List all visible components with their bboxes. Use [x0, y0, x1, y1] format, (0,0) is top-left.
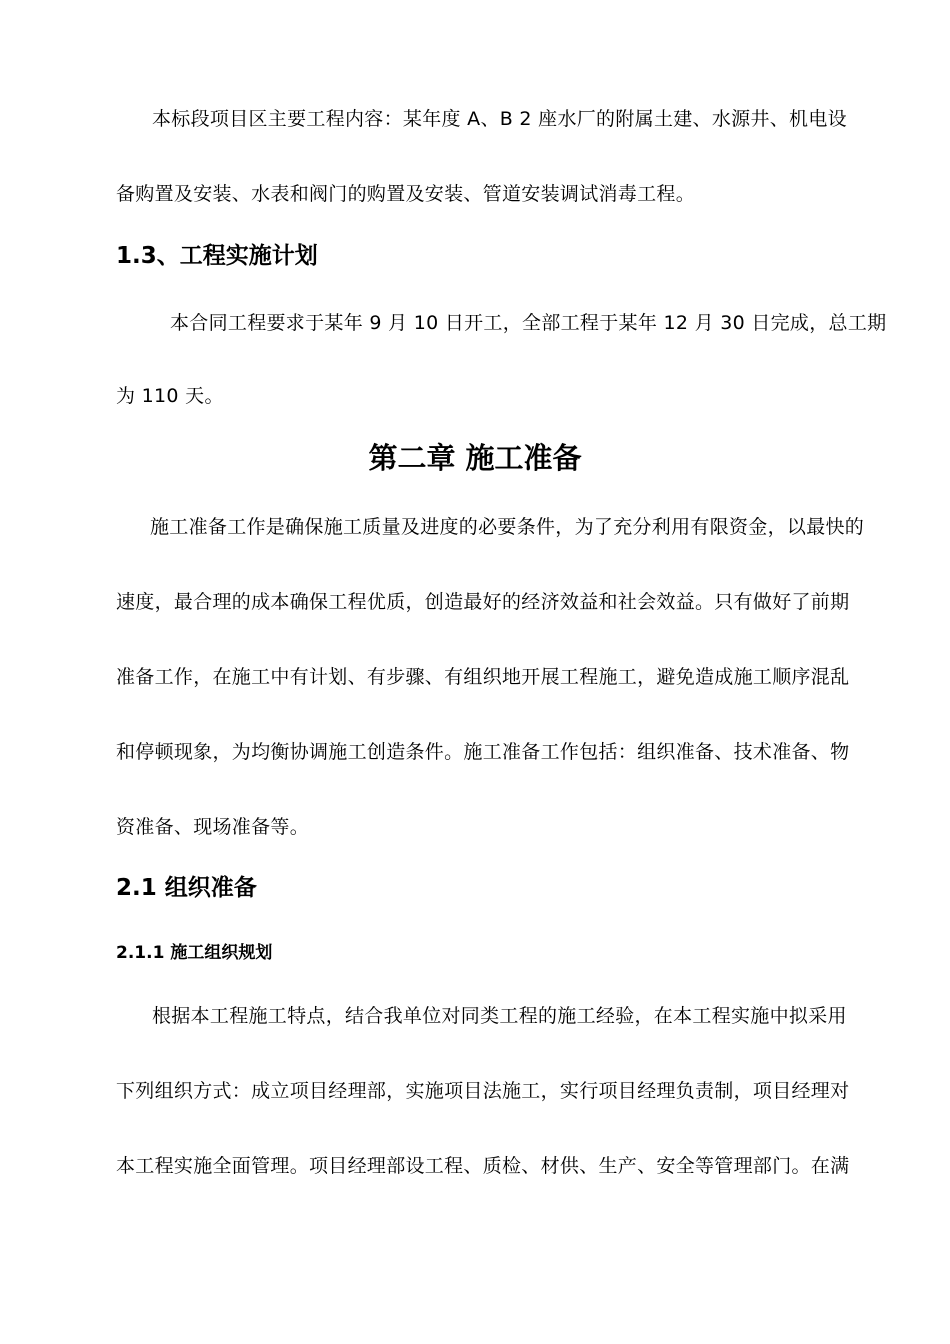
schedule-paragraph-line-2: 为 110 天。 [116, 385, 224, 407]
prep-paragraph-line-1: 施工准备工作是确保施工质量及进度的必要条件，为了充分利用有限资金，以最快的 [150, 516, 865, 538]
chapter-title: 第二章 施工准备 [368, 441, 582, 475]
prep-paragraph-line-5: 资准备、现场准备等。 [116, 816, 310, 838]
subsection-heading-2-1-1: 2.1.1 施工组织规划 [116, 943, 273, 963]
section-heading-2-1: 2.1 组织准备 [116, 875, 257, 901]
org-paragraph-line-1: 根据本工程施工特点，结合我单位对同类工程的施工经验，在本工程实施中拟采用 [152, 1005, 847, 1027]
org-paragraph-line-3: 本工程实施全面管理。项目经理部设工程、质检、材供、生产、安全等管理部门。在满 [116, 1155, 850, 1177]
schedule-paragraph-line-1: 本合同工程要求于某年 9 月 10 日开工，全部工程于某年 12 月 30 日完成，总工期 [170, 312, 887, 334]
org-paragraph-line-2: 下列组织方式：成立项目经理部，实施项目法施工，实行项目经理负责制，项目经理对 [116, 1080, 850, 1102]
section-heading-1-3: 1.3、工程实施计划 [116, 243, 318, 269]
prep-paragraph-line-2: 速度，最合理的成本确保工程优质，创造最好的经济效益和社会效益。只有做好了前期 [116, 591, 850, 613]
prep-paragraph-line-4: 和停顿现象，为均衡协调施工创造条件。施工准备工作包括：组织准备、技术准备、物 [116, 741, 850, 763]
prep-paragraph-line-3: 准备工作，在施工中有计划、有步骤、有组织地开展工程施工，避免造成施工顺序混乱 [116, 666, 850, 688]
intro-paragraph-line-2: 备购置及安装、水表和阀门的购置及安装、管道安装调试消毒工程。 [116, 183, 696, 205]
intro-paragraph-line-1: 本标段项目区主要工程内容：某年度 A、B 2 座水厂的附属土建、水源井、机电设 [152, 108, 847, 130]
